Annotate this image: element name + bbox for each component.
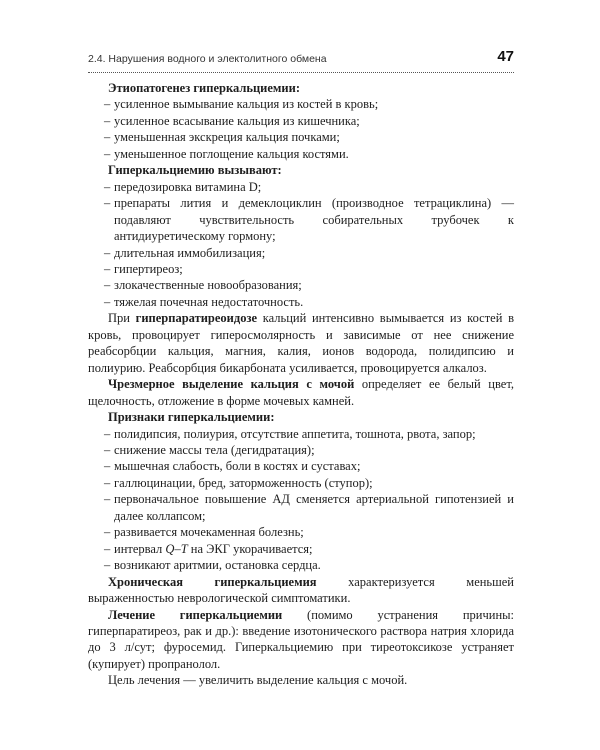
chronic-paragraph: Хроническая гиперкальциемия характеризуется меньшей выраженностью неврологической симптоматики. — [88, 574, 514, 606]
treatment-goal-paragraph: Цель лечения — увеличить выделение кальция с мочой. — [108, 673, 408, 688]
list-item: – передозировка витамина D; — [104, 179, 262, 194]
list-item: – уменьшенное поглощение кальция костями. — [104, 146, 349, 161]
hyperparathyroidism-paragraph: При гиперпаратиреоидозе кальций интенсивно вымывается из костей в кровь, провоцирует гиперосмолярность и зависимые от нее снижение реабсорбции кальция, магния, калия, ионов водорода, полидипсию и полиурию. Реабсорбция бикарбоната усиливается, провоцируется алкалоз. — [88, 311, 515, 375]
list-item: – возникают аритмии, остановка сердца. — [104, 558, 321, 573]
list-item: – первоначальное повышение АД сменяется артериальной гипотензией и далее коллапсом; — [104, 492, 514, 523]
list-item: – препараты лития и демеклоциклин (производное тетрациклина) — подавляют чувствительность собирательных трубочек к антидиуретическому гормону; — [104, 196, 514, 244]
list-item: – усиленное всасывание кальция из кишечника; — [104, 113, 360, 128]
list-item: – злокачественные новообразования; — [104, 278, 302, 293]
list-item: – снижение массы тела (дегидратация); — [104, 442, 315, 457]
treatment-paragraph: Лечение гиперкальциемии (помимо устранения причины: гиперпаратиреоз, рак и др.): введение изотонического раствора натрия хлорида до 3 л/сут; фуросемид. Гиперкальциемию при тиреотоксикозе устраняет (купирует) пропранолол. — [88, 607, 514, 671]
running-title: 2.4. Нарушения водного и электолитного обмена — [88, 53, 327, 65]
list-item: – галлюцинации, бред, заторможенность (ступор); — [104, 475, 373, 490]
list-item: – уменьшенная экскреция кальция почками; — [104, 130, 340, 145]
page-number: 47 — [497, 48, 514, 65]
calcium-excretion-paragraph: Чрезмерное выделение кальция с мочой определяет ее белый цвет, щелочность, отложение в форме мочевых камней. — [88, 377, 514, 408]
running-header — [88, 50, 514, 73]
list-item: – развивается мочекаменная болезнь; — [104, 525, 304, 540]
list-item: – гипертиреоз; — [104, 261, 183, 276]
list-item: – длительная иммобилизация; — [104, 245, 266, 260]
list-item: – усиленное вымывание кальция из костей в кровь; — [104, 97, 379, 112]
list-item: – тяжелая почечная недостаточность. — [104, 294, 304, 309]
list-item: – мышечная слабость, боли в костях и суставах; — [104, 459, 361, 474]
list-item: – полидипсия, полиурия, отсутствие аппетита, тошнота, рвота, запор; — [104, 426, 476, 441]
list-item: – интервал Q–T на ЭКГ укорачивается; — [104, 541, 313, 556]
etiopathogenesis-heading: Этиопатогенез гиперкальциемии: — [108, 81, 300, 95]
signs-heading: Признаки гиперкальциемии: — [108, 410, 275, 425]
page-body — [88, 80, 514, 689]
causes-heading: Гиперкальциемию вызывают: — [108, 163, 282, 178]
